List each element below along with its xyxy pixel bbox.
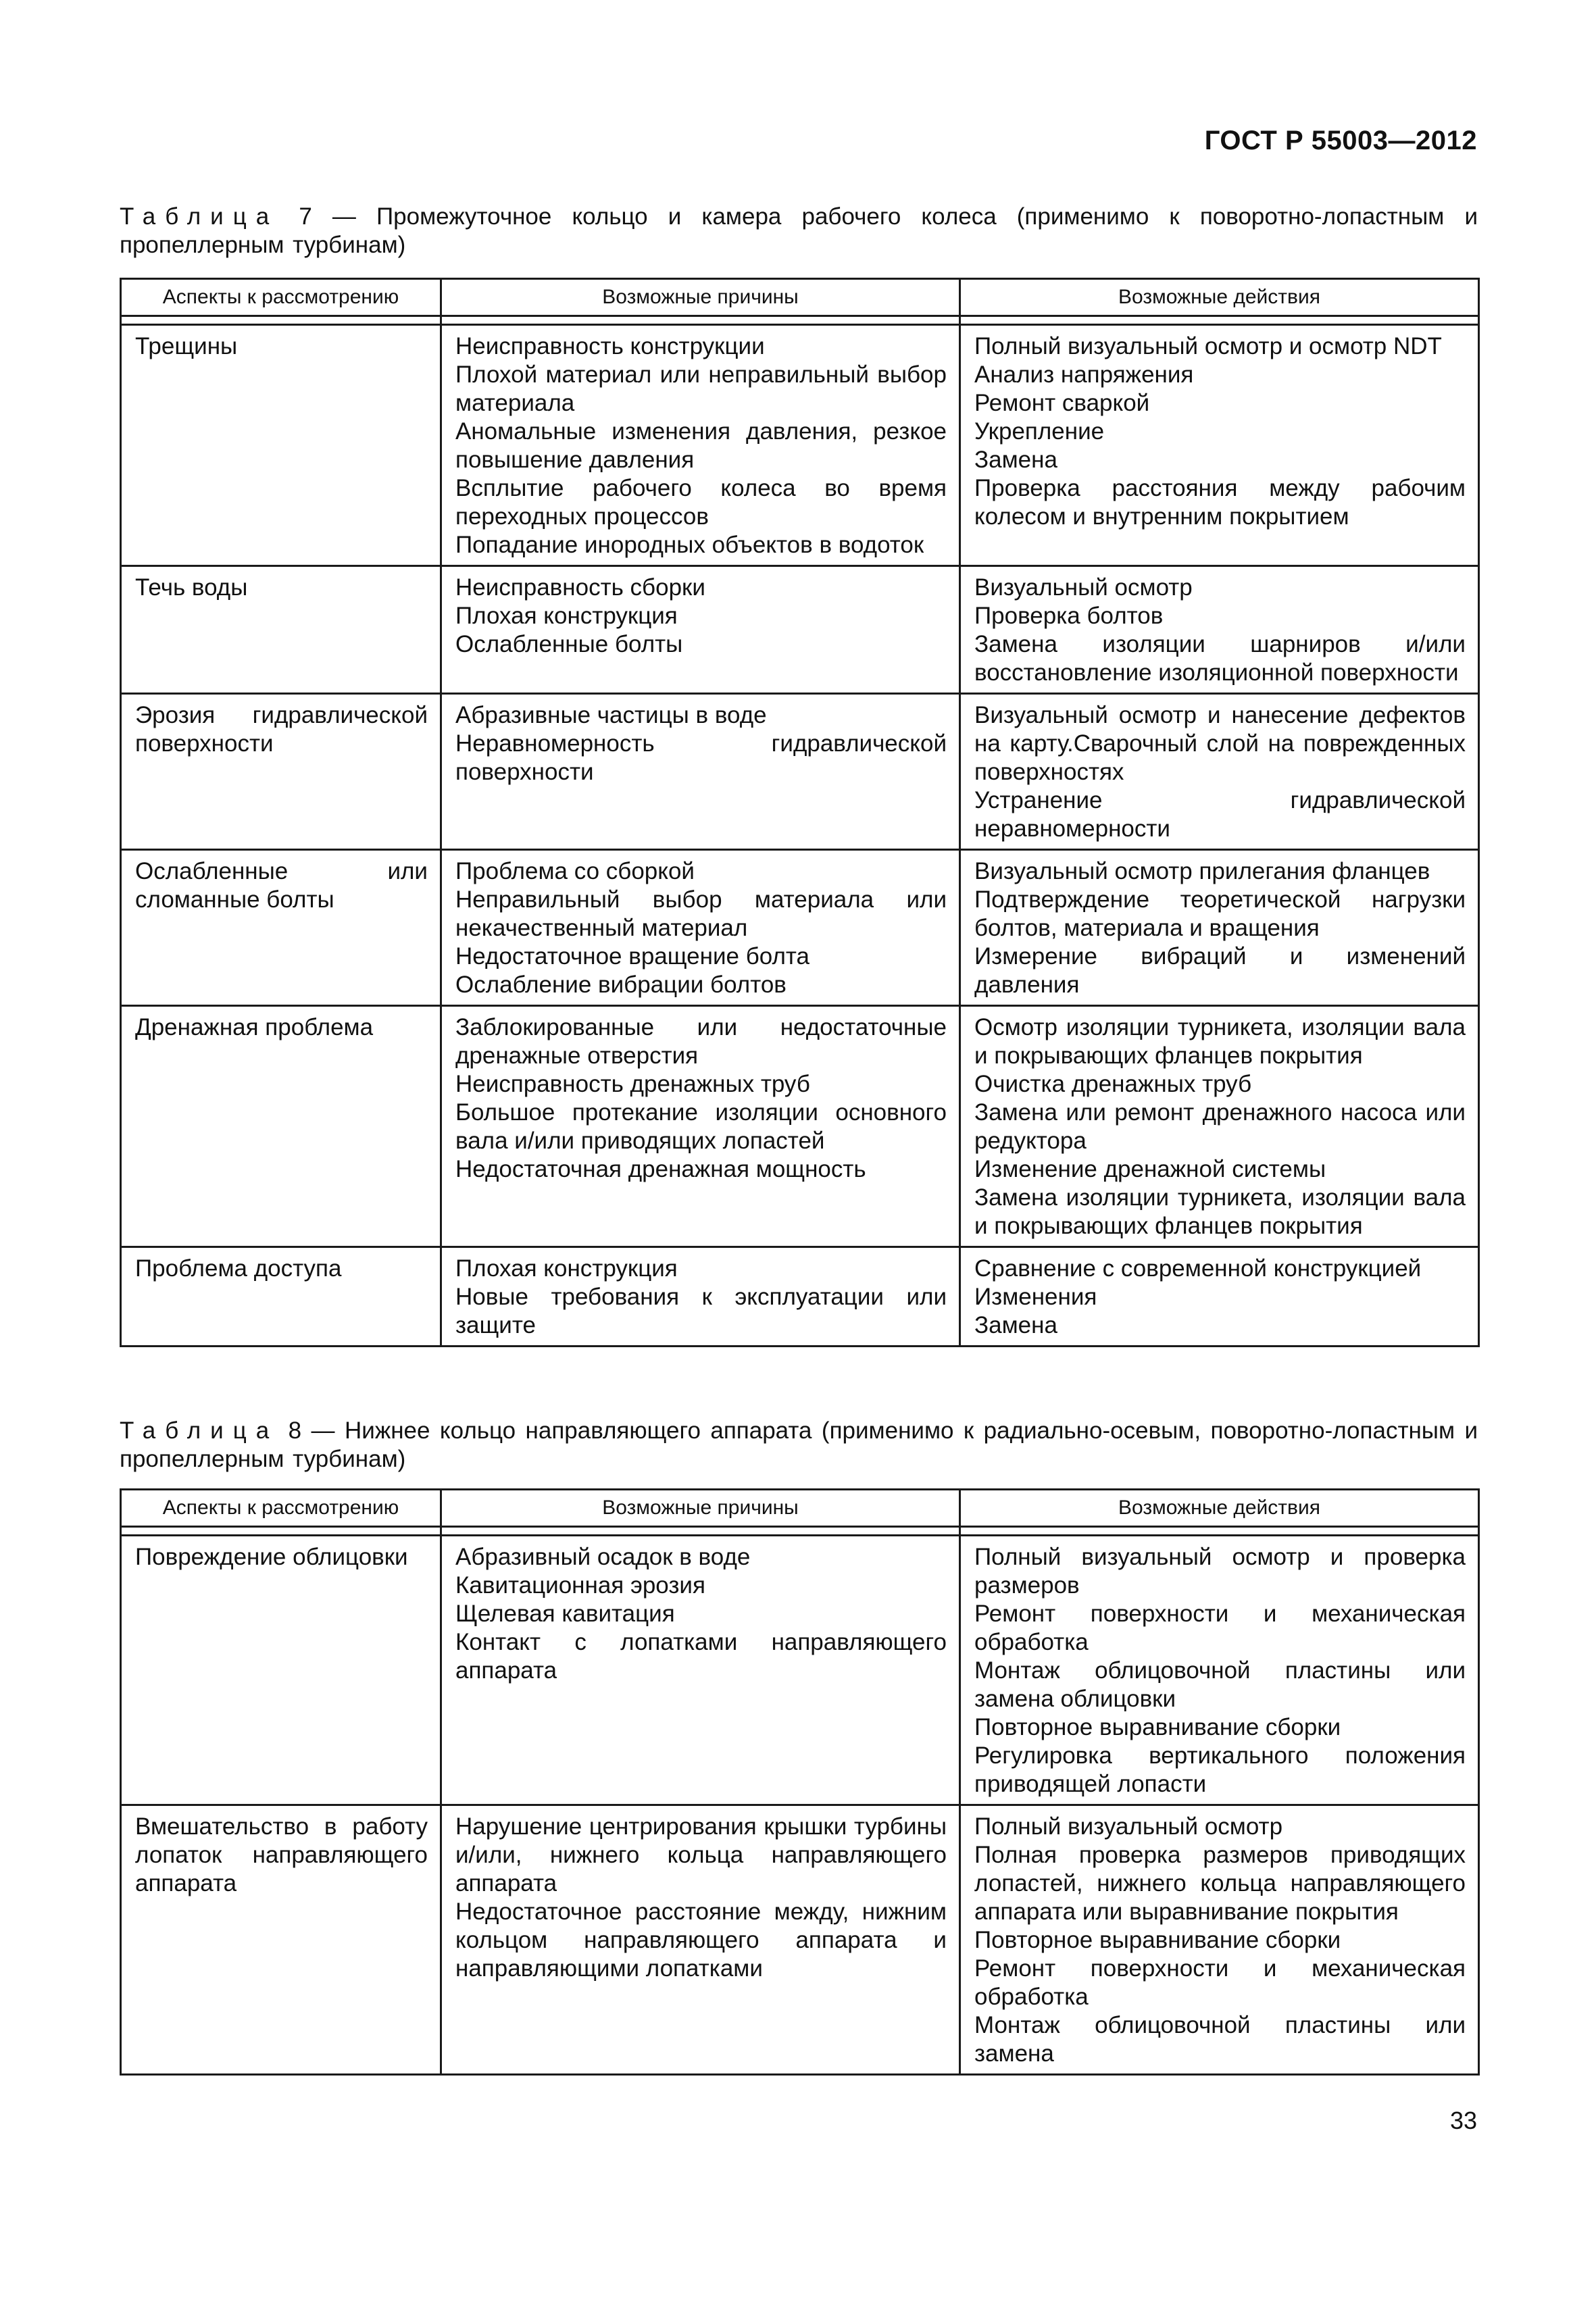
causes-cell <box>441 694 960 850</box>
cell-line: Дренажная проблема <box>135 1014 374 1040</box>
cell-line: Ослабление вибрации болтов <box>455 972 787 998</box>
cell-line: Полная проверка размеров приводящих лопастей, нижнего кольца направляющего аппарата или выравнивание покрытия <box>974 1842 1466 1925</box>
cell-line: Неравномерность гидравлической поверхности <box>455 730 947 785</box>
cell-line: Укрепление <box>974 418 1105 445</box>
cell-line: Замена <box>974 1312 1057 1338</box>
cell-line: Плохая конструкция <box>455 603 678 629</box>
cell-line: Попадание инородных объектов в водоток <box>455 532 924 558</box>
aspect-cell <box>121 325 441 566</box>
cell-line: Повторное выравнивание сборки <box>974 1927 1341 1953</box>
aspect-cell <box>121 850 441 1006</box>
cell-line: Плохой материал или неправильный выбор материала <box>455 361 947 416</box>
column-header-causes: Возможные причины <box>441 1490 960 1527</box>
cell-line: Очистка дренажных труб <box>974 1071 1252 1097</box>
column-header-aspects: Аспекты к рассмотрению <box>121 1490 441 1527</box>
table-row <box>121 566 1479 694</box>
cell-line: Трещины <box>135 333 238 359</box>
cell-line: Регулировка вертикального положения приводящей лопасти <box>974 1742 1466 1797</box>
cell-line: Полный визуальный осмотр <box>974 1813 1283 1840</box>
cell-line: Визуальный осмотр прилегания фланцев <box>974 858 1430 884</box>
cell-line: Монтаж облицовочной пластины или замена <box>974 2012 1466 2067</box>
actions-cell <box>960 1536 1479 1805</box>
table-row <box>121 1536 1479 1805</box>
cell-line: Изменения <box>974 1284 1097 1310</box>
aspect-cell <box>121 694 441 850</box>
cell-line: Неправильный выбор материала или некачественный материал <box>455 886 947 941</box>
cell-line: Новые требования к эксплуатации или защите <box>455 1284 947 1338</box>
standard-number: ГОСТ Р 55003—2012 <box>1204 126 1477 155</box>
cell-line: Визуальный осмотр и нанесение дефектов на карту.Сварочный слой на поврежденных поверхностях <box>974 702 1466 785</box>
column-header-actions: Возможные действия <box>960 1490 1479 1527</box>
cell-line: Щелевая кавитация <box>455 1601 675 1627</box>
cell-line: Сравнение с современной конструкцией <box>974 1255 1422 1282</box>
cell-line: Анализ напряжения <box>974 361 1194 388</box>
actions-cell <box>960 1006 1479 1247</box>
column-header-causes: Возможные причины <box>441 279 960 316</box>
cell-line: Ремонт поверхности и механическая обработка <box>974 1955 1466 2010</box>
actions-cell <box>960 694 1479 850</box>
table-7-caption <box>120 203 1478 259</box>
cell-line: Большое протекание изоляции основного вала и/или приводящих лопастей <box>455 1099 947 1154</box>
cell-line: Недостаточное расстояние между, нижним кольцом направляющего аппарата и направляющими лопатками <box>455 1898 947 1982</box>
cell-line: Проверка расстояния между рабочим колесом и внутренним покрытием <box>974 475 1466 530</box>
cell-line: Полный визуальный осмотр и проверка размеров <box>974 1544 1466 1599</box>
cell-line: Проверка болтов <box>974 603 1164 629</box>
actions-cell <box>960 850 1479 1006</box>
causes-cell <box>441 566 960 694</box>
table-8-title: 8 — Нижнее кольцо направляющего аппарата (применимо к радиально-осевым, поворотно-лопастным и пропеллерным турбинам) <box>120 1417 1478 1472</box>
aspect-cell <box>121 1536 441 1805</box>
cell-line: Ремонт поверхности и механическая обработка <box>974 1601 1466 1655</box>
cell-line: Неисправность дренажных труб <box>455 1071 810 1097</box>
table-row <box>121 1006 1479 1247</box>
causes-cell <box>441 1006 960 1247</box>
cell-line: Замена <box>974 447 1057 473</box>
cell-line: Ослабленные или сломанные болты <box>135 858 428 913</box>
table-8-caption <box>120 1417 1478 1474</box>
cell-line: Неисправность конструкции <box>455 333 765 359</box>
header-separator <box>121 316 1479 325</box>
cell-line: Повреждение облицовки <box>135 1544 408 1570</box>
cell-line: Абразивные частицы в воде <box>455 702 767 728</box>
causes-cell <box>441 850 960 1006</box>
cell-line: Замена или ремонт дренажного насоса или редуктора <box>974 1099 1466 1154</box>
cell-line: Монтаж облицовочной пластины или замена облицовки <box>974 1657 1466 1712</box>
cell-line: Замена изоляции турникета, изоляции вала и покрывающих фланцев покрытия <box>974 1184 1466 1239</box>
actions-cell <box>960 566 1479 694</box>
column-header-actions: Возможные действия <box>960 279 1479 316</box>
cell-line: Нарушение центрирования крышки турбины и/или, нижнего кольца направляющего аппарата <box>455 1813 947 1896</box>
causes-cell <box>441 1247 960 1347</box>
header-separator <box>121 1527 1479 1536</box>
aspect-cell <box>121 1247 441 1347</box>
page-number: 33 <box>1449 2107 1477 2134</box>
cell-line: Течь воды <box>135 574 248 601</box>
cell-line: Абразивный осадок в воде <box>455 1544 751 1570</box>
aspect-cell <box>121 1805 441 2075</box>
cell-line: Измерение вибраций и изменений давления <box>974 943 1466 998</box>
cell-line: Контакт с лопатками направляющего аппарата <box>455 1629 947 1684</box>
cell-line: Проблема со сборкой <box>455 858 695 884</box>
table-row <box>121 1805 1479 2075</box>
cell-line: Эрозия гидравлической поверхности <box>135 702 428 757</box>
table-row <box>121 325 1479 566</box>
actions-cell <box>960 325 1479 566</box>
cell-line: Полный визуальный осмотр и осмотр NDT <box>974 333 1442 359</box>
cell-line: Аномальные изменения давления, резкое повышение давления <box>455 418 947 473</box>
causes-cell <box>441 1805 960 2075</box>
table-7 <box>120 278 1480 1347</box>
cell-line: Всплытие рабочего колеса во время переходных процессов <box>455 475 947 530</box>
cell-line: Устранение гидравлической неравномерности <box>974 787 1466 842</box>
table-8 <box>120 1488 1480 2076</box>
cell-line: Визуальный осмотр <box>974 574 1193 601</box>
column-header-aspects: Аспекты к рассмотрению <box>121 279 441 316</box>
cell-line: Проблема доступа <box>135 1255 342 1282</box>
cell-line: Повторное выравнивание сборки <box>974 1714 1341 1740</box>
cell-line: Вмешательство в работу лопаток направляющего аппарата <box>135 1813 428 1896</box>
table-row <box>121 694 1479 850</box>
cell-line: Недостаточная дренажная мощность <box>455 1156 866 1182</box>
table-8-header-row <box>121 1490 1479 1527</box>
causes-cell <box>441 1536 960 1805</box>
table-8-label: Таблица <box>120 1417 279 1444</box>
cell-line: Ремонт сваркой <box>974 390 1150 416</box>
cell-line: Осмотр изоляции турникета, изоляции вала и покрывающих фланцев покрытия <box>974 1014 1466 1069</box>
table-7-label: Таблица <box>120 203 279 230</box>
cell-line: Подтверждение теоретической нагрузки болтов, материала и вращения <box>974 886 1466 941</box>
aspect-cell <box>121 566 441 694</box>
aspect-cell <box>121 1006 441 1247</box>
table-row <box>121 850 1479 1006</box>
cell-line: Заблокированные или недостаточные дренажные отверстия <box>455 1014 947 1069</box>
cell-line: Ослабленные болты <box>455 631 683 657</box>
actions-cell <box>960 1805 1479 2075</box>
table-7-header-row <box>121 279 1479 316</box>
table-row <box>121 1247 1479 1347</box>
cell-line: Неисправность сборки <box>455 574 705 601</box>
cell-line: Кавитационная эрозия <box>455 1572 705 1599</box>
cell-line: Замена изоляции шарниров и/или восстановление изоляционной поверхности <box>974 631 1466 686</box>
causes-cell <box>441 325 960 566</box>
actions-cell <box>960 1247 1479 1347</box>
table-7-title: 7 — Промежуточное кольцо и камера рабочего колеса (применимо к поворотно-лопастным и пропеллерным турбинам) <box>120 203 1478 258</box>
cell-line: Плохая конструкция <box>455 1255 678 1282</box>
cell-line: Изменение дренажной системы <box>974 1156 1326 1182</box>
cell-line: Недостаточное вращение болта <box>455 943 809 970</box>
